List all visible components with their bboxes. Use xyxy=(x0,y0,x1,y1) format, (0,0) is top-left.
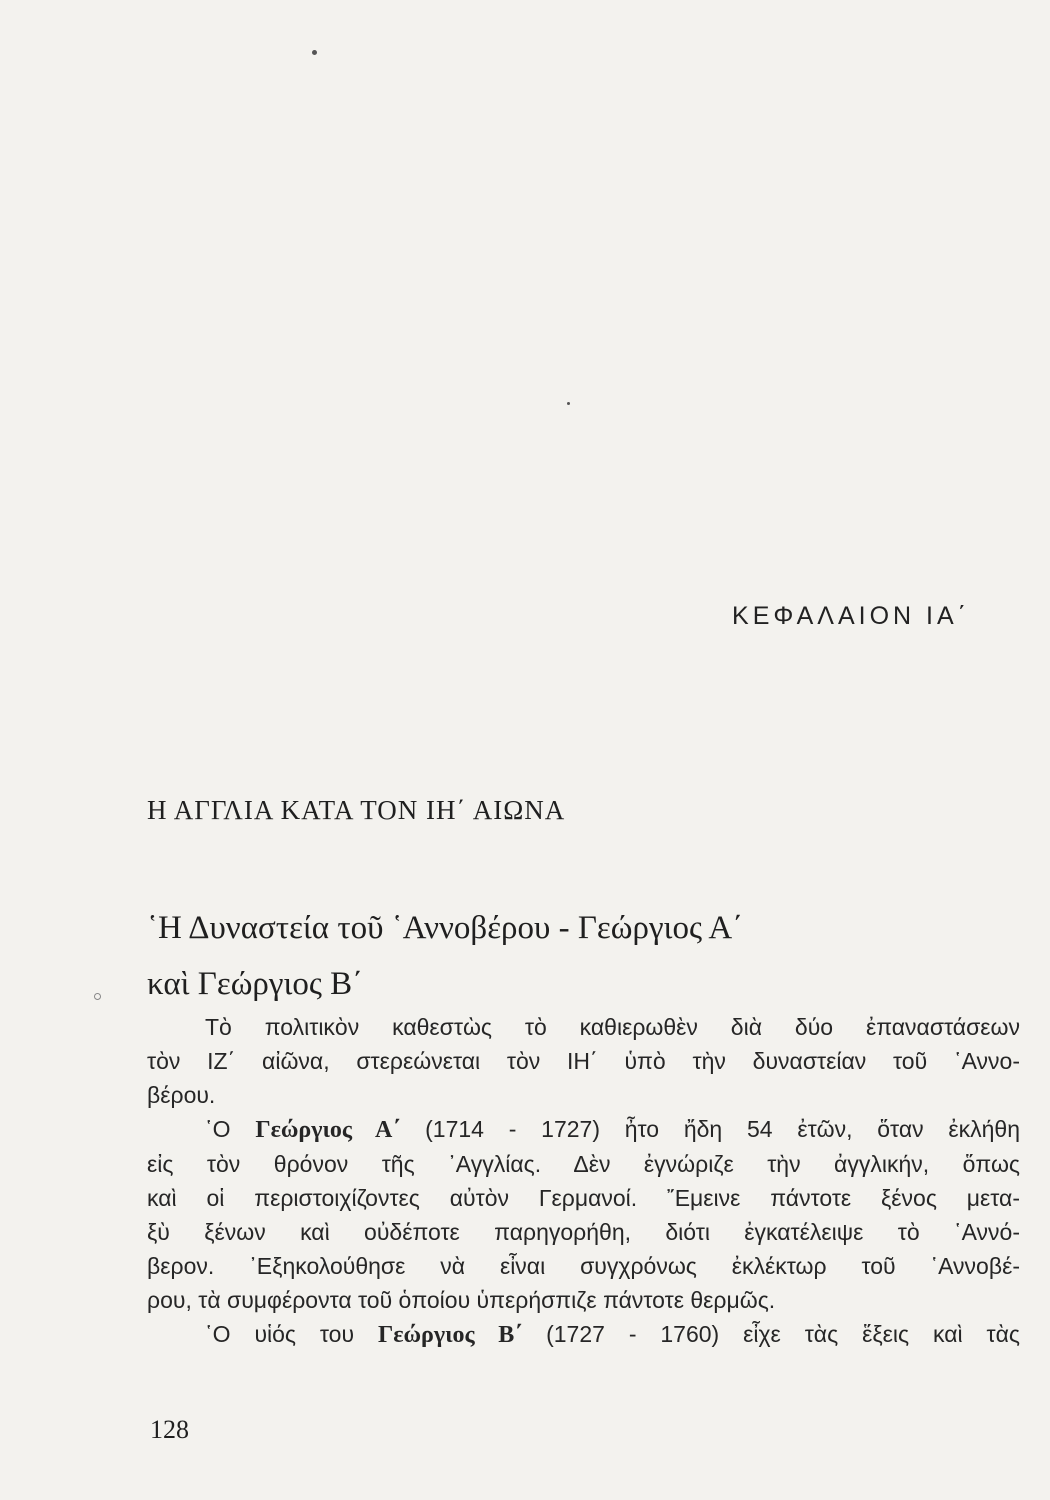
paragraph-3-line-1 xyxy=(147,1317,1020,1352)
body-text xyxy=(147,1010,1020,1352)
paragraph-1-line-1: Τὸ πολιτικὸν καθεστὼς τὸ καθιερωθὲν διὰ δύο ἐπαναστάσεων xyxy=(205,1014,1020,1040)
paragraph-2-line-5: βερον. ᾿Εξηκολούθησε νὰ εἶναι συγχρόνως ἐκλέκτωρ τοῦ ῾Αννοβέ- xyxy=(147,1253,1020,1279)
subsection-title-line-1: ῾Η Δυναστεία τοῦ ῾Αννοβέρου - Γεώργιος Α΄ xyxy=(147,910,744,946)
paragraph-2-king-name: Γεώργιος Α΄ xyxy=(255,1117,401,1143)
paragraph-2-line-1-rest: (1714 - 1727) ἦτο ἤδη 54 ἐτῶν, ὅταν ἐκλήθη xyxy=(400,1116,1020,1142)
paragraph-3-king-name: Γεώργιος Β΄ xyxy=(377,1322,523,1348)
paper-speck xyxy=(567,402,570,405)
subsection-title-line-2: καὶ Γεώργιος Β΄ xyxy=(147,966,364,1002)
paragraph-2-line-4: ξὺ ξένων καὶ οὐδέποτε παρηγορήθη, διότι ἐγκατέλειψε τὸ ῾Αννό- xyxy=(147,1219,1020,1245)
bleed-through-texture xyxy=(110,50,990,1000)
page-number: 128 xyxy=(150,1415,189,1444)
paper-speck xyxy=(94,993,101,1000)
paragraph-3-line-1-rest: (1727 - 1760) εἶχε τὰς ἕξεις καὶ τὰς xyxy=(522,1321,1020,1347)
paragraph-2-lead: ῾Ο xyxy=(205,1116,256,1142)
paragraph-2-line-6: ρου, τὰ συμφέροντα τοῦ ὁποίου ὑπερήσπιζε πάντοτε θερμῶς. xyxy=(147,1287,776,1313)
paragraph-1-line-3: βέρου. xyxy=(147,1082,216,1108)
paragraph-3-lead: ῾Ο υἱός του xyxy=(205,1321,378,1347)
paragraph-1-line-2: τὸν ΙΖ΄ αἰῶνα, στερεώνεται τὸν ΙΗ΄ ὑπὸ τὴν δυναστείαν τοῦ ῾Αννο- xyxy=(147,1048,1020,1074)
paragraph-2-line-3: καὶ οἱ περιστοιχίζοντες αὐτὸν Γερμανοί. ῎Εμεινε πάντοτε ξένος μετα- xyxy=(147,1185,1020,1211)
section-title: Η ΑΓΓΛΙΑ ΚΑΤΑ ΤΟΝ ΙΗ΄ ΑΙΩΝΑ xyxy=(147,795,566,825)
subsection-title xyxy=(147,900,867,1012)
paper-speck xyxy=(312,50,317,55)
paragraph-2-line-2: εἰς τὸν θρόνον τῆς ᾿Αγγλίας. Δὲν ἐγνώριζε τὴν ἀγγλικήν, ὅπως xyxy=(147,1151,1020,1177)
paragraph-2-line-1 xyxy=(147,1112,1020,1147)
chapter-heading: ΚΕΦΑΛΑΙΟΝ ΙΑ΄ xyxy=(732,602,970,630)
